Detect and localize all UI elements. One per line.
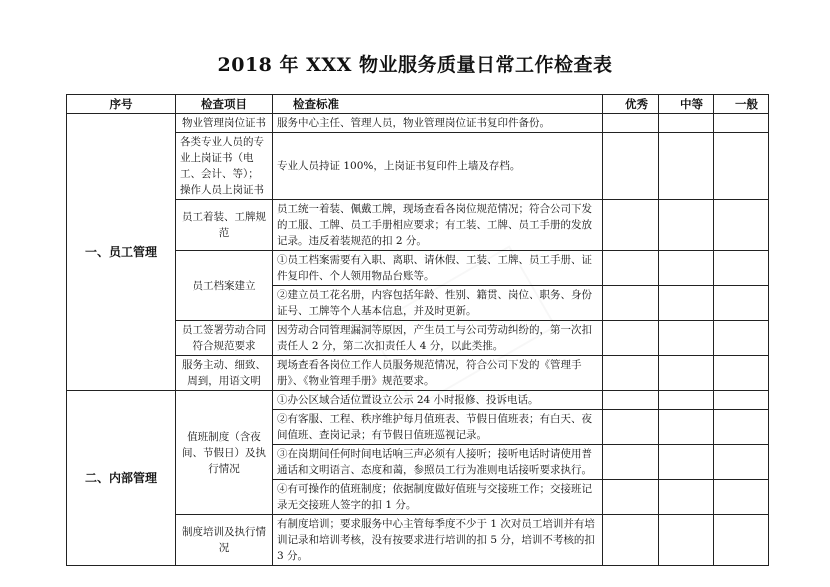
score-excellent-cell[interactable] <box>603 286 659 321</box>
item-cell: 员工档案建立 <box>176 251 273 321</box>
score-excellent-cell[interactable] <box>603 133 659 200</box>
item-cell: 员工签署劳动合同符合规范要求 <box>176 321 273 356</box>
standard-cell: 员工统一着装、佩戴工牌，现场查看各岗位规范情况；符合公司下发的工服、工牌、员工手册相应要求；有工装、工牌、员工手册的发放记录。违反着装规范的扣 2 分。 <box>273 200 603 251</box>
section-employee-management: 一、员工管理 <box>67 114 176 391</box>
item-cell: 制度培训及执行情况 <box>176 515 273 566</box>
score-medium-cell[interactable] <box>659 480 714 515</box>
score-general-cell[interactable] <box>714 391 769 410</box>
score-general-cell[interactable] <box>714 114 769 133</box>
standard-cell: 专业人员持证 100%，上岗证书复印件上墙及存档。 <box>273 133 603 200</box>
score-medium-cell[interactable] <box>659 133 714 200</box>
score-excellent-cell[interactable] <box>603 114 659 133</box>
table-row <box>67 114 769 133</box>
score-medium-cell[interactable] <box>659 114 714 133</box>
score-excellent-cell[interactable] <box>603 251 659 286</box>
standard-cell: ④有可操作的值班制度；依据制度做好值班与交接班工作；交接班记录无交接班人签字的扣 1 分。 <box>273 480 603 515</box>
score-medium-cell[interactable] <box>659 356 714 391</box>
score-medium-cell[interactable] <box>659 515 714 566</box>
item-cell: 物业管理岗位证书 <box>176 114 273 133</box>
standard-cell: 有制度培训；要求服务中心主管每季度不少于 1 次对员工培训并有培训记录和培训考核，没有按要求进行培训的扣 5 分，培训不考核的扣 3 分。 <box>273 515 603 566</box>
score-excellent-cell[interactable] <box>603 480 659 515</box>
score-medium-cell[interactable] <box>659 391 714 410</box>
header-excellent: 优秀 <box>603 95 659 114</box>
score-medium-cell[interactable] <box>659 410 714 445</box>
score-general-cell[interactable] <box>714 133 769 200</box>
item-cell: 各类专业人员的专业上岗证书（电工、会计、等）；操作人员上岗证书 <box>176 133 273 200</box>
score-medium-cell[interactable] <box>659 286 714 321</box>
page-title: 2018 年 XXX 物业服务质量日常工作检查表 <box>217 54 613 76</box>
standard-cell: 因劳动合同管理漏洞等原因，产生员工与公司劳动纠纷的，第一次扣责任人 2 分，第二次扣责任人 4 分，以此类推。 <box>273 321 603 356</box>
header-standard: 检查标准 <box>273 95 603 114</box>
score-general-cell[interactable] <box>714 515 769 566</box>
score-excellent-cell[interactable] <box>603 391 659 410</box>
score-general-cell[interactable] <box>714 480 769 515</box>
score-general-cell[interactable] <box>714 356 769 391</box>
score-excellent-cell[interactable] <box>603 200 659 251</box>
standard-cell: ③在岗期间任何时间电话响三声必须有人接听；接听电话时请使用普通话和文明语言、态度和蔼，参照员工行为准则电话接听要求执行。 <box>273 445 603 480</box>
score-excellent-cell[interactable] <box>603 515 659 566</box>
score-excellent-cell[interactable] <box>603 321 659 356</box>
score-excellent-cell[interactable] <box>603 356 659 391</box>
score-medium-cell[interactable] <box>659 200 714 251</box>
standard-cell: ②建立员工花名册，内容包括年龄、性别、籍贯、岗位、职务、身份证号、工牌等个人基本信息，并及时更新。 <box>273 286 603 321</box>
score-general-cell[interactable] <box>714 286 769 321</box>
score-excellent-cell[interactable] <box>603 445 659 480</box>
header-seq: 序号 <box>67 95 176 114</box>
score-general-cell[interactable] <box>714 200 769 251</box>
header-item: 检查项目 <box>176 95 273 114</box>
standard-cell: ①办公区域合适位置设立公示 24 小时报修、投诉电话。 <box>273 391 603 410</box>
score-general-cell[interactable] <box>714 321 769 356</box>
score-medium-cell[interactable] <box>659 445 714 480</box>
header-general: 一般 <box>714 95 769 114</box>
score-excellent-cell[interactable] <box>603 410 659 445</box>
score-medium-cell[interactable] <box>659 251 714 286</box>
standard-cell: ①员工档案需要有入职、离职、请休假、工装、工牌、员工手册、证件复印件、个人领用物品台账等。 <box>273 251 603 286</box>
item-cell: 值班制度（含夜间、节假日）及执行情况 <box>176 391 273 515</box>
standard-cell: 现场查看各岗位工作人员服务规范情况，符合公司下发的《管理手册》、《物业管理手册》规范要求。 <box>273 356 603 391</box>
section-internal-management: 二、内部管理 <box>67 391 176 566</box>
standard-cell: 服务中心主任、管理人员，物业管理岗位证书复印件备份。 <box>273 114 603 133</box>
item-cell: 服务主动、细致、周到，用语文明 <box>176 356 273 391</box>
score-general-cell[interactable] <box>714 251 769 286</box>
score-medium-cell[interactable] <box>659 321 714 356</box>
header-medium: 中等 <box>659 95 714 114</box>
header-row <box>67 95 769 114</box>
item-cell: 员工着装、工牌规范 <box>176 200 273 251</box>
standard-cell: ②有客服、工程、秩序维护每月值班表、节假日值班表；有白天、夜间值班、查岗记录；有节假日值班巡视记录。 <box>273 410 603 445</box>
score-general-cell[interactable] <box>714 445 769 480</box>
score-general-cell[interactable] <box>714 410 769 445</box>
